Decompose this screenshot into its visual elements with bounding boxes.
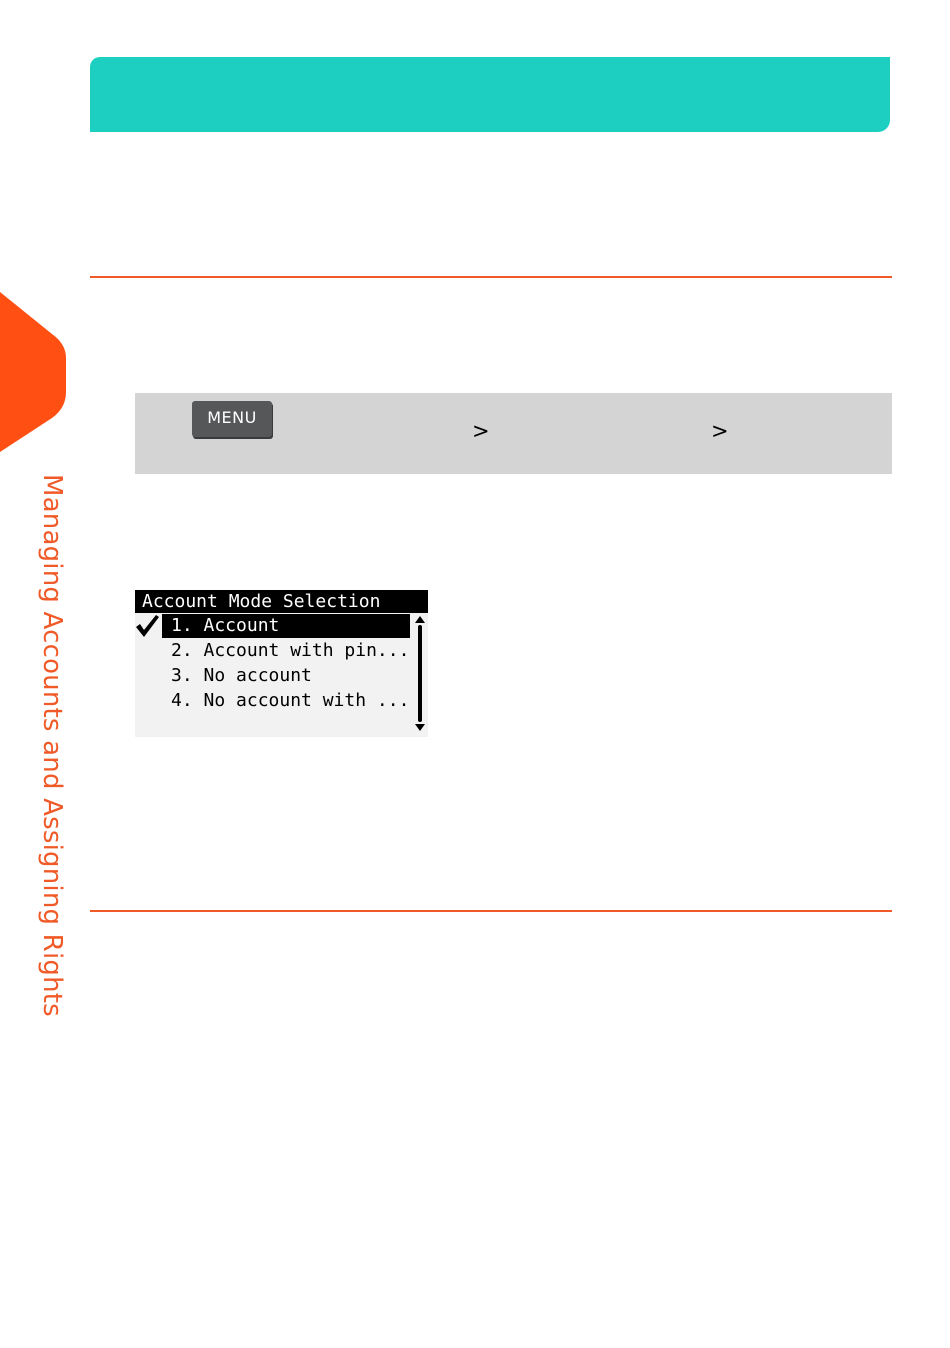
chapter-tab [0, 292, 66, 452]
scroll-up-arrow-icon [415, 616, 425, 623]
lcd-list-item[interactable]: 1. Account [162, 614, 410, 638]
scroll-down-arrow-icon [415, 724, 425, 731]
section-divider-top [90, 276, 892, 278]
menu-path-box [135, 393, 892, 474]
lcd-title: Account Mode Selection [135, 590, 428, 613]
lcd-list-item[interactable]: 2. Account with pin... [171, 640, 410, 661]
lcd-list-item[interactable]: 3. No account [171, 665, 312, 686]
header-band [90, 57, 890, 132]
menu-key[interactable]: MENU [192, 401, 272, 437]
lcd-list-item[interactable]: 4. No account with ... [171, 690, 410, 711]
lcd-scrollbar[interactable] [412, 614, 428, 736]
section-divider-bottom [90, 910, 892, 912]
chapter-title: Managing Accounts and Assigning Rights [37, 474, 67, 1017]
path-separator: > [472, 419, 490, 443]
lcd-screen [135, 590, 428, 737]
path-separator: > [711, 419, 729, 443]
check-icon [135, 614, 161, 638]
scrollbar-thumb [418, 625, 422, 722]
